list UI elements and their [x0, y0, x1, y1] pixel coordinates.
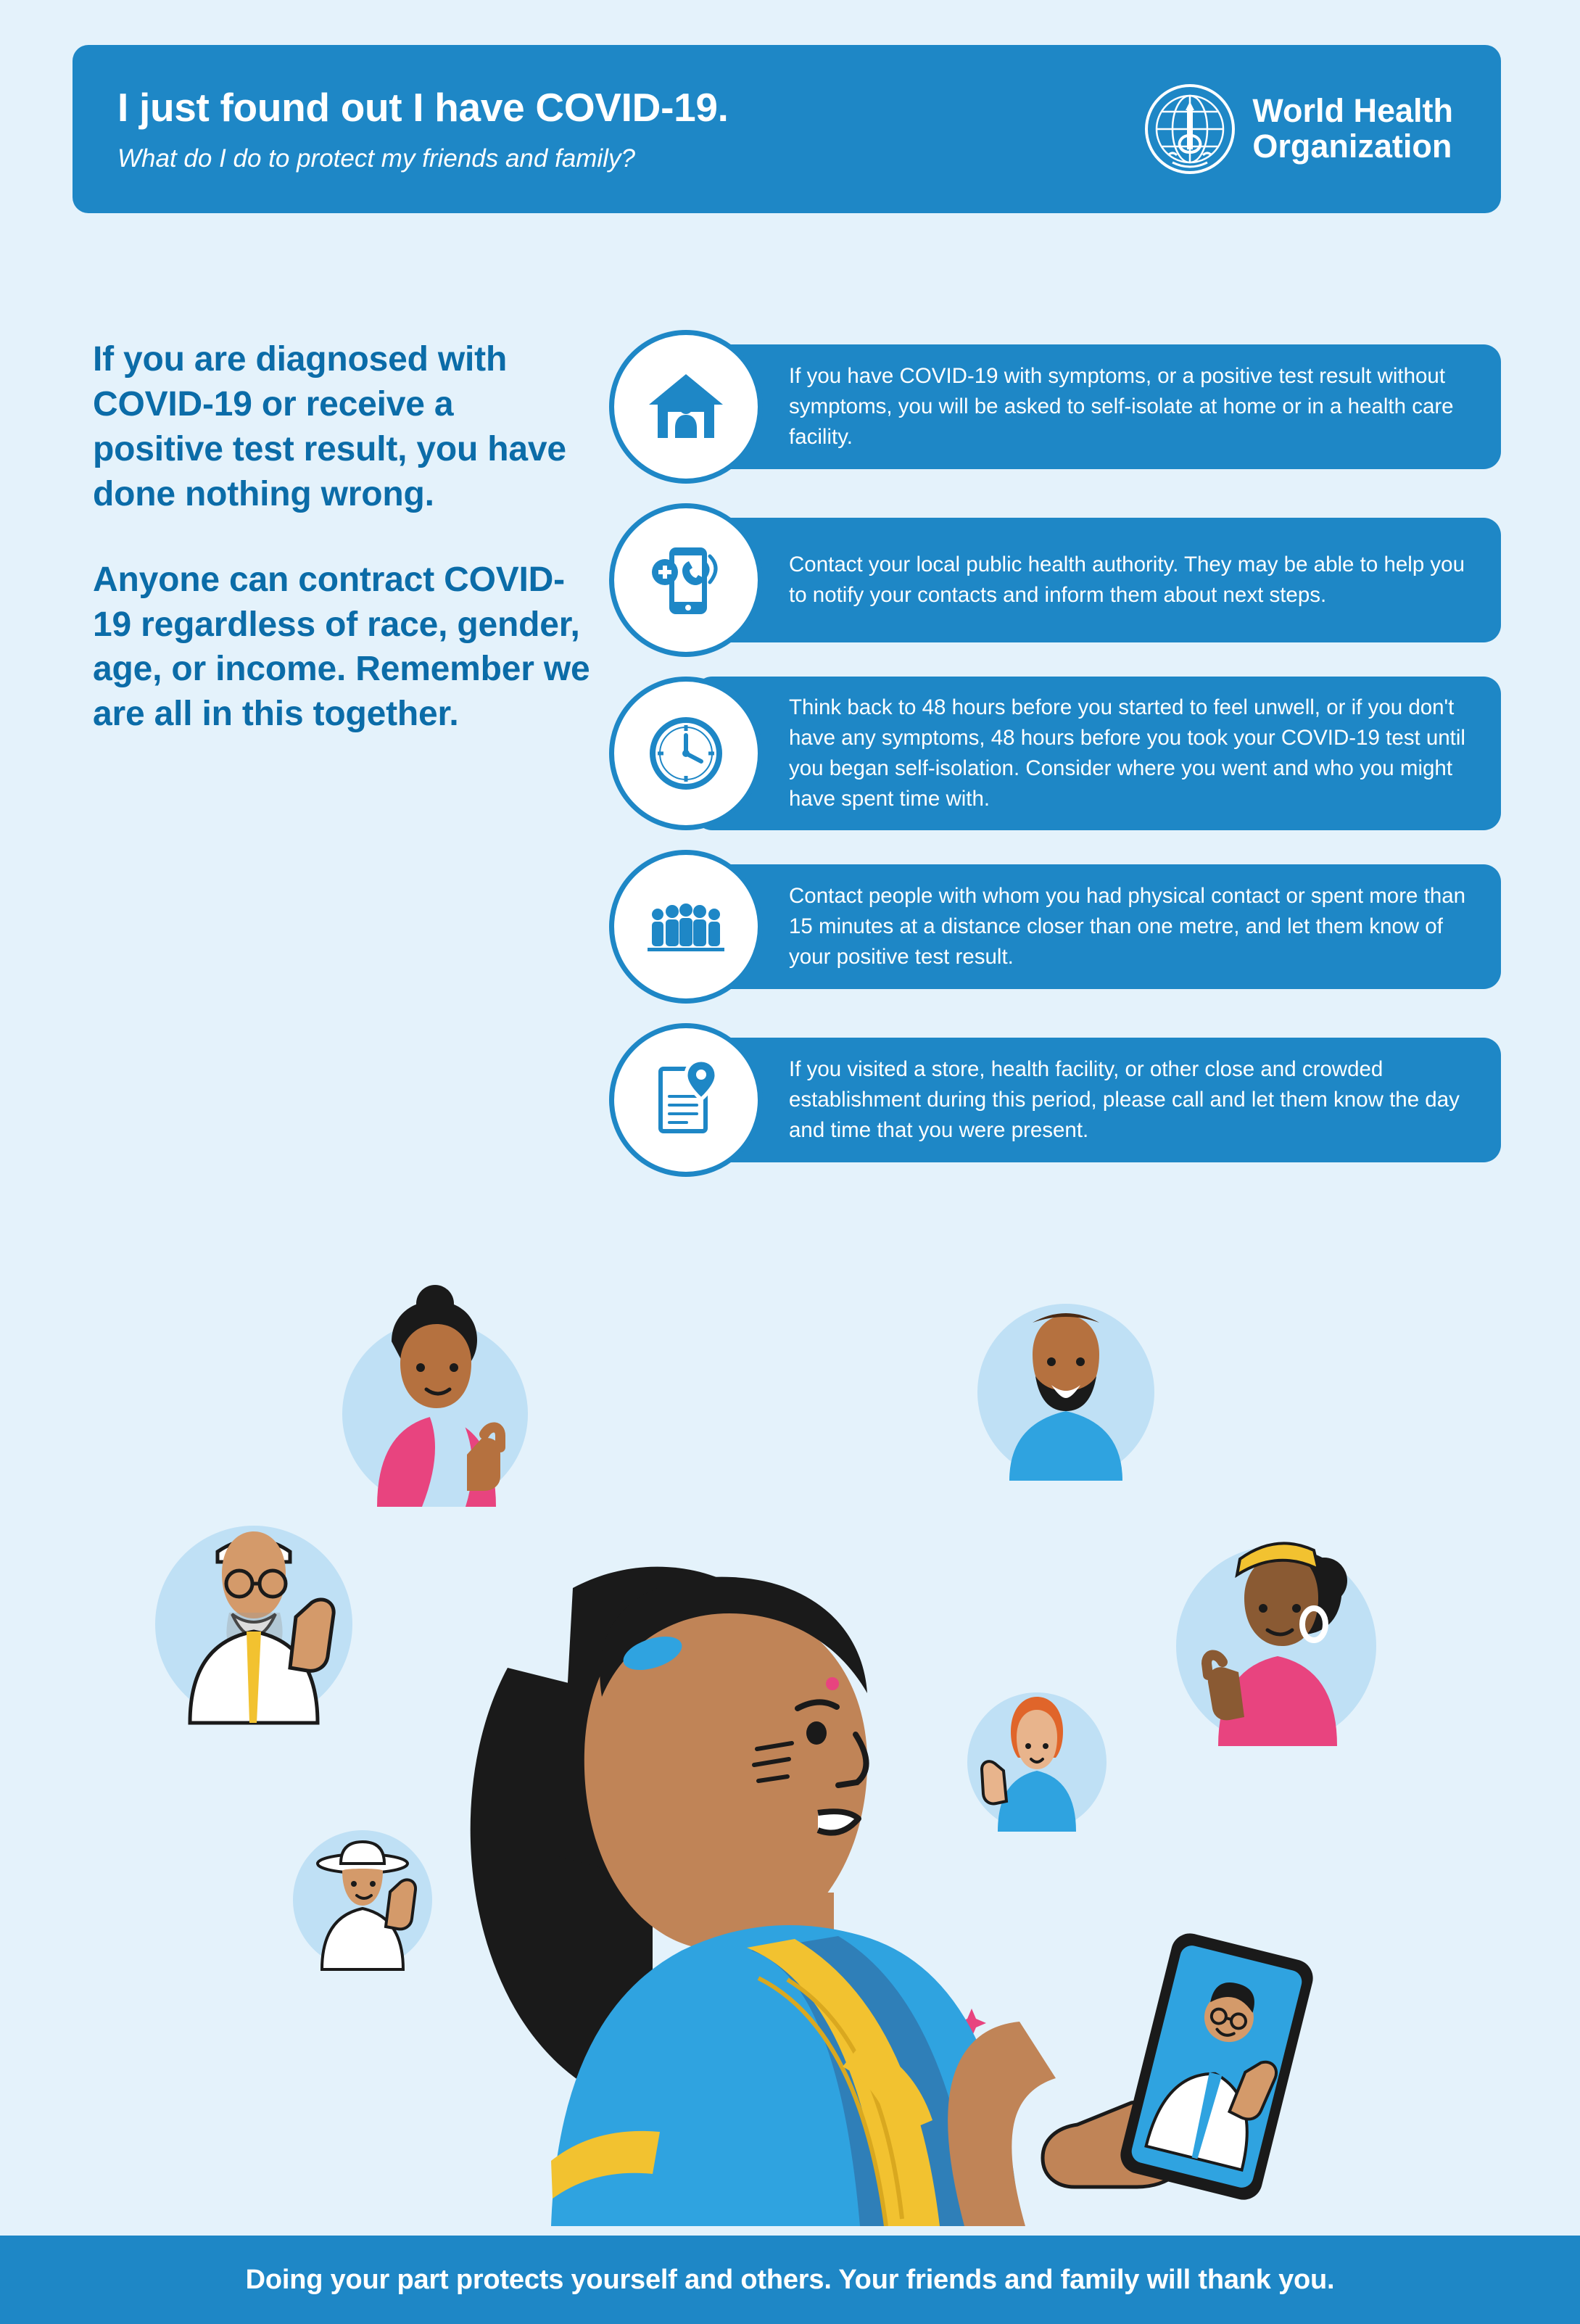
step-bubble [695, 344, 1501, 469]
list-item [609, 1023, 1501, 1177]
list-item [609, 850, 1501, 1004]
who-logo-line-2: Organization [1252, 128, 1452, 165]
list-item [609, 677, 1501, 830]
step-bubble [695, 677, 1501, 830]
steps-list [609, 330, 1501, 1196]
smartphone-with-man-on-screen [1117, 1930, 1317, 2204]
house-person-icon [609, 330, 763, 484]
contact-portrait-woman-red-hair-waving [967, 1692, 1107, 1832]
contact-portrait-man-with-hat-waving [293, 1830, 432, 1969]
step-bubble [695, 1038, 1501, 1162]
page-title: I just found out I have COVID-19. [117, 85, 729, 131]
step-text: Contact your local public health authority. They may be able to help you to notify your contacts and inform them about next steps. [789, 553, 1465, 607]
who-logo-text [1252, 94, 1453, 164]
contact-portrait-bearded-man [977, 1304, 1154, 1481]
step-text: If you have COVID-19 with symptoms, or a positive test result without symptoms, you will be asked to self-isolate at home or in a health care facility. [789, 364, 1454, 449]
list-item [609, 330, 1501, 484]
document-location-pin-icon [609, 1023, 763, 1177]
phone-call-icon [609, 503, 763, 657]
step-bubble [695, 518, 1501, 642]
contact-portrait-man-with-glasses-waving [155, 1526, 352, 1723]
header-text-block [117, 85, 729, 173]
intro-text-column [93, 337, 593, 737]
woman-with-phone-calling-contacts-illustration [0, 1262, 1580, 2226]
list-item [609, 503, 1501, 657]
contact-portrait-woman-yellow-headband [1176, 1543, 1376, 1746]
who-logo [1143, 83, 1453, 175]
who-logo-line-1: World Health [1252, 92, 1453, 130]
intro-paragraph-1: If you are diagnosed with COVID-19 or receive a positive test result, you have done nothing wrong. [93, 340, 566, 513]
step-text: Think back to 48 hours before you started to feel unwell, or if you don't have any symptoms, 48 hours before you took your COVID-19 test until you began self-isolation. Consider where you went and who you might have spent time with. [789, 695, 1465, 811]
step-text: If you visited a store, health facility, or other close and crowded establishment during this period, please call and let them know the day and time that you were present. [789, 1057, 1460, 1142]
step-text: Contact people with whom you had physical contact or spent more than 15 minutes at a distance closer than one metre, and let them know of your positive test result. [789, 884, 1466, 969]
contact-portrait-woman-thumbs-up [342, 1285, 528, 1507]
footer-text: Doing your part protects yourself and others. Your friends and family will thank you. [245, 2264, 1335, 2295]
poster-footer [0, 2236, 1580, 2324]
clock-icon [609, 677, 763, 830]
step-bubble [695, 864, 1501, 989]
poster-header [73, 45, 1501, 213]
page-subtitle: What do I do to protect my friends and family? [117, 144, 635, 173]
who-emblem-icon [1143, 83, 1236, 175]
intro-paragraph-2: Anyone can contract COVID-19 regardless of race, gender, age, or income. Remember we are all in this together. [93, 560, 590, 734]
group-of-people-icon [609, 850, 763, 1004]
